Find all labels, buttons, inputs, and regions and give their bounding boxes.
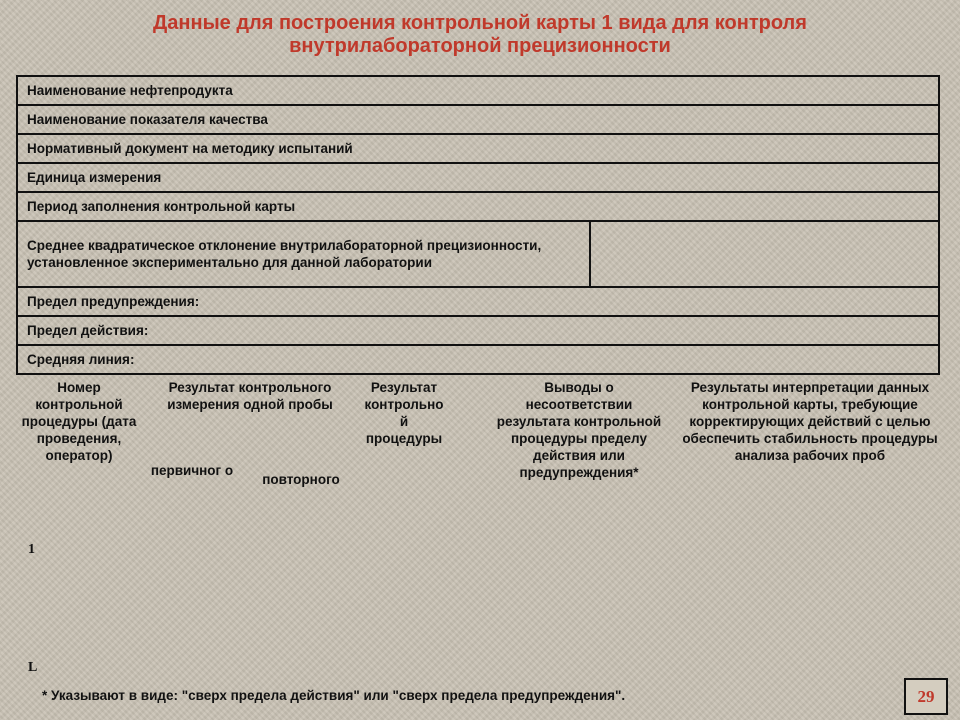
info-row-unit: Единица измерения — [17, 163, 939, 192]
info-row-normative-document: Нормативный документ на методику испытаний — [17, 134, 939, 163]
info-row-period: Период заполнения контрольной карты — [17, 192, 939, 221]
title-line-1: Данные для построения контрольной карты 1 вида для контроля — [153, 12, 807, 34]
column-header-conclusions: Выводы о несоответствии результата контрольной процедуры пределу действия или предупреждения* — [496, 380, 662, 480]
column-header-procedure-result: Результат контрольно й процедуры — [364, 380, 444, 446]
page-number: 29 — [917, 686, 935, 706]
page-number-box — [904, 678, 948, 715]
page-title — [0, 12, 960, 58]
row-number-last: L — [28, 660, 38, 675]
info-table — [16, 75, 940, 375]
info-row-action-limit: Предел действия: — [17, 316, 939, 345]
info-row-warning-limit: Предел предупреждения: — [17, 287, 939, 316]
row-number-first: 1 — [28, 542, 35, 557]
column-header-repeat: повторного — [262, 472, 340, 487]
info-row-product: Наименование нефтепродукта — [17, 76, 939, 105]
column-header-measurement-result: Результат контрольного измерения одной пробы — [167, 380, 333, 412]
column-header-procedure-number: Номер контрольной процедуры (дата проведения, оператор) — [21, 380, 137, 463]
info-row-std-deviation-value — [590, 221, 939, 287]
column-header-primary: первичног о — [150, 463, 234, 478]
info-row-center-line: Средняя линия: — [17, 345, 939, 374]
column-header-interpretation: Результаты интерпретации данных контрольной карты, требующие корректирующих действий с целью обеспечить стабильность процедуры анализа рабочих проб — [682, 380, 938, 463]
info-row-std-deviation: Среднее квадратическое отклонение внутрилабораторной прецизионности, установленное экспериментально для данной лаборатории — [17, 221, 590, 287]
footnote: * Указывают в виде: "сверх предела действия" или "сверх предела предупреждения". — [42, 688, 626, 703]
title-line-2: внутрилабораторной прецизионности — [289, 35, 671, 57]
info-row-quality-index: Наименование показателя качества — [17, 105, 939, 134]
